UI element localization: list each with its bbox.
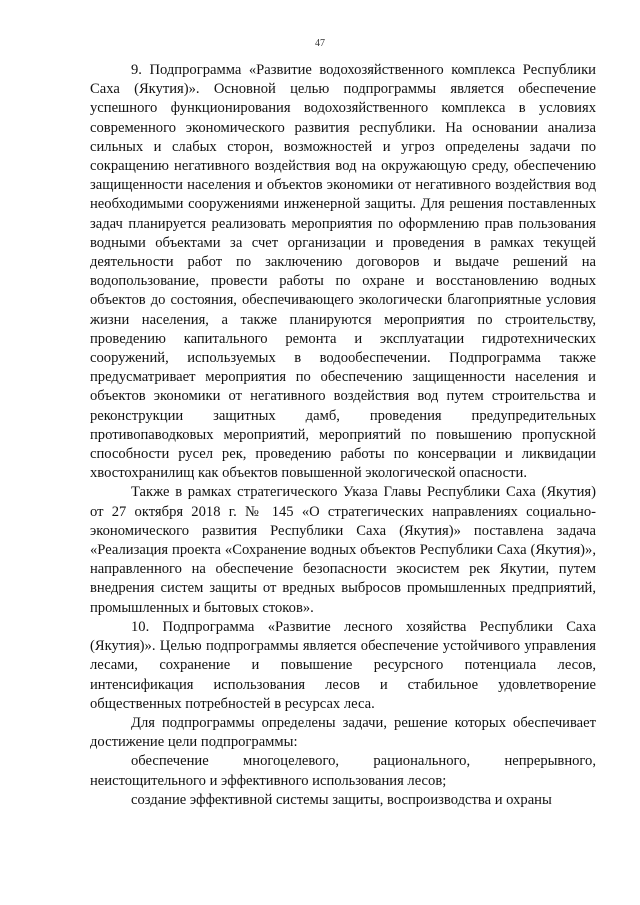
paragraph-strategic-decree: Также в рамках стратегического Указа Главы Республики Саха (Якутия) от 27 октября 2018 г. № 145 «О стратегических направлениях социально-экономического развития Республики Саха (Якутия)» поставлена задача «Реализация проекта «Сохранение водных объектов Республики Саха (Якутия)», направленного на обеспечение безопасности экосистем рек Якутии, путем внедрения систем защиты от вредных выбросов промышленных предприятий, промышленных и бытовых стоков». [90, 484, 596, 616]
paragraph-tasks-intro: Для подпрограммы определены задачи, решение которых обеспечивает достижение цели подпрограммы: [90, 714, 596, 751]
paragraph-task-protection: создание эффективной системы защиты, воспроизводства и охраны [131, 791, 552, 808]
page-number: 47 [315, 38, 325, 49]
paragraph-subprogram-10: 10. Подпрограмма «Развитие лесного хозяйства Республики Саха (Якутия)». Целью подпрограммы является обеспечение устойчивого управления лесами, сохранение и повышение ресурсного потенциала лесов, интенсификация использования лесов и стабильное удовлетворение общественных потребностей в ресурсах леса. [90, 618, 596, 712]
document-body [90, 61, 596, 810]
paragraph-subprogram-9: 9. Подпрограмма «Развитие водохозяйственного комплекса Республики Саха (Якутия)». Основной целью подпрограммы является обеспечение успешного функционирования водохозяйственного комплекса в условиях современного экономического развития республики. На основании анализа сильных и слабых сторон, возможностей и угроз определены задачи по сокращению негативного воздействия вод на окружающую среду, обеспечению защищенности населения и объектов экономики от негативного воздействия вод необходимыми сооружениями инженерной защиты. Для решения поставленных задач планируется реализовать мероприятия по оформлению прав пользования водными объектами за счет организации и проведения в рамках текущей деятельности работ по заключению договоров и выдаче решений на водопользование, провести работы по охране и восстановлению водных объектов до состояния, обеспечивающего экологически благоприятные условия жизни населения, а также планируются мероприятия по строительству, проведению капитального ремонта и эксплуатации гидротехнических сооружений, используемых в водообеспечении. Подпрограмма также предусматривает мероприятия по обеспечению защищенности населения и объектов экономики от негативного воздействия вод путем строительства и реконструкции защитных дамб, проведения предупредительных противопаводковых мероприятий, мероприятий по повышению пропускной способности русел рек, проведению работы по консервации и ликвидации хвостохранилищ как объектов повышенной экологической опасности. [90, 62, 596, 482]
paragraph-task-forest-use: обеспечение многоцелевого, рационального, непрерывного, неистощительного и эффективного использования лесов; [90, 753, 596, 789]
